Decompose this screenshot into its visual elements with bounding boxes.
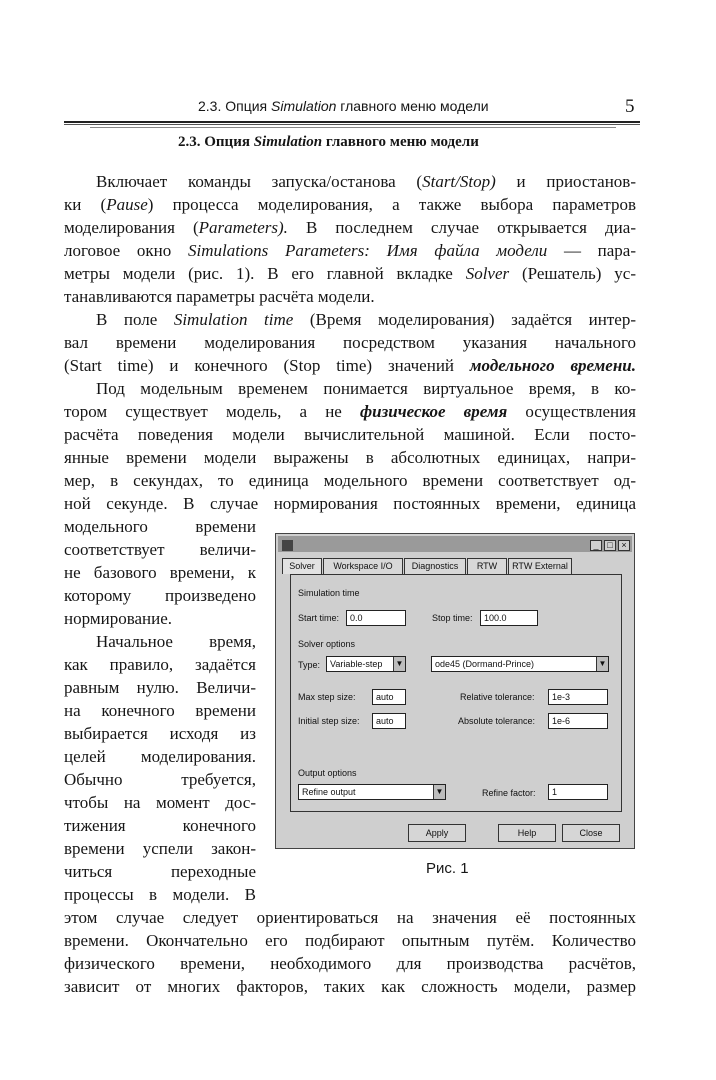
dialog-title-bar [278,536,632,552]
type-label: Type: [298,660,321,670]
paragraph-line: ной секунде. В случае нормирования постоянных времени, единица [64,494,636,513]
maximize-icon: □ [604,540,616,551]
paragraph-line: тором существует модель, а не физическое время осуществления [64,402,637,421]
paragraph-line: нормирование. [64,609,173,628]
paragraph-line: Обычно требуется, [64,770,256,789]
figure-caption: Рис. 1 [426,860,469,877]
header-rule-thin [64,124,640,125]
refine-factor-field: 1 [548,784,608,800]
paragraph-line: целей моделирования. [64,747,256,766]
paragraph-line: равным нулю. Величи- [64,678,256,697]
close-icon: × [618,540,630,551]
paragraph-line: танавливаются параметры расчёта модели. [64,287,375,306]
paragraph-line: этом случае следует ориентироваться на значения её постоянных [64,908,636,927]
refine-factor-label: Refine factor: [482,788,536,798]
solver-options-group-label: Solver options [298,639,356,649]
header-rule [64,121,640,123]
paragraph-line: времени успели закон- [64,839,256,858]
paragraph-line: Начальное время, [96,632,256,651]
chevron-down-icon: ▼ [433,785,445,799]
output-options-select: Refine output ▼ [298,784,446,800]
tab-diagnostics: Diagnostics [404,558,466,574]
max-step-size-label: Max step size: [298,692,356,702]
absolute-tolerance-field: 1e-6 [548,713,608,729]
running-header: 2.3. Опция Simulation главного меню модели [198,98,489,114]
paragraph-line: не базового времени, к [64,563,256,582]
absolute-tolerance-label: Absolute tolerance: [458,716,536,726]
paragraph-line: соответствует величи- [64,540,256,559]
paragraph-line: читься переходные [64,862,256,881]
paragraph-line: выбирается исходя из [64,724,256,743]
paragraph-line: ки (Pause) процесса моделирования, а также выбора параметров [64,195,636,214]
solver-select: ode45 (Dormand-Prince) ▼ [431,656,609,672]
help-button: Help [498,824,556,842]
chevron-down-icon: ▼ [393,657,405,671]
tab-solver: Solver [282,558,322,574]
paragraph-line: логовое окно Simulations Parameters: Имя файла модели — пара- [64,241,636,260]
paragraph-line: как правило, задаётся [64,655,256,674]
paragraph-line: времени. Окончательно его подбирают опытным путём. Количество [64,931,636,950]
paragraph-line: физического времени, необходимого для производства расчётов, [64,954,636,973]
simulation-parameters-dialog-figure [275,533,635,849]
paragraph-line: метры модели (рис. 1). В его главной вкладке Solver (Решатель) ус- [64,264,637,283]
type-select: Variable-step ▼ [326,656,406,672]
initial-step-size-label: Initial step size: [298,716,360,726]
paragraph-line: которому произведено [64,586,256,605]
simulation-time-group-label: Simulation time [298,588,360,598]
header-rule-faint [90,127,616,128]
minimize-icon: _ [590,540,602,551]
stop-time-field: 100.0 [480,610,538,626]
dialog-icon [282,540,293,551]
close-button: Close [562,824,620,842]
paragraph-line: чтобы на момент дос- [64,793,256,812]
section-title: 2.3. Опция Simulation главного меню модели [178,134,479,150]
output-options-group-label: Output options [298,768,357,778]
paragraph-line: моделирования (Parameters). В последнем случае открывается диа- [64,218,636,237]
paragraph-line: Под модельным временем понимается виртуальное время, в ко- [96,379,636,398]
paragraph-line: (Start time) и конечного (Stop time) значений модельного времени. [64,356,636,375]
paragraph-line: на конечного времени [64,701,256,720]
start-time-label: Start time: [298,613,340,623]
paragraph-line: Включает команды запуска/останова (Start/Stop) и приостанов- [96,172,636,191]
paragraph-line: расчёта поведения модели вычислительной машиной. Если посто- [64,425,636,444]
max-step-size-field: auto [372,689,406,705]
relative-tolerance-label: Relative tolerance: [460,692,535,702]
paragraph-line: мер, в секундах, то единица модельного времени соответствует од- [64,471,636,490]
apply-button: Apply [408,824,466,842]
chevron-down-icon: ▼ [596,657,608,671]
paragraph-line: янные времени модели выражены в абсолютных единицах, напри- [64,448,636,467]
start-time-field: 0.0 [346,610,406,626]
paragraph-line: вал времени моделирования посредством указания начального [64,333,636,352]
tab-rtw: RTW [467,558,507,574]
stop-time-label: Stop time: [432,613,473,623]
paragraph-line: тижения конечного [64,816,256,835]
tab-rtw-external: RTW External [508,558,572,574]
paragraph-line: зависит от многих факторов, таких как сложность модели, размер [64,977,636,996]
relative-tolerance-field: 1e-3 [548,689,608,705]
page-number: 5 [625,96,635,117]
paragraph-line: процессы в модели. В [64,885,256,904]
initial-step-size-field: auto [372,713,406,729]
paragraph-line: В поле Simulation time (Время моделирования) задаётся интер- [96,310,636,329]
paragraph-line: модельного времени [64,517,256,536]
tab-workspace-io: Workspace I/O [323,558,403,574]
